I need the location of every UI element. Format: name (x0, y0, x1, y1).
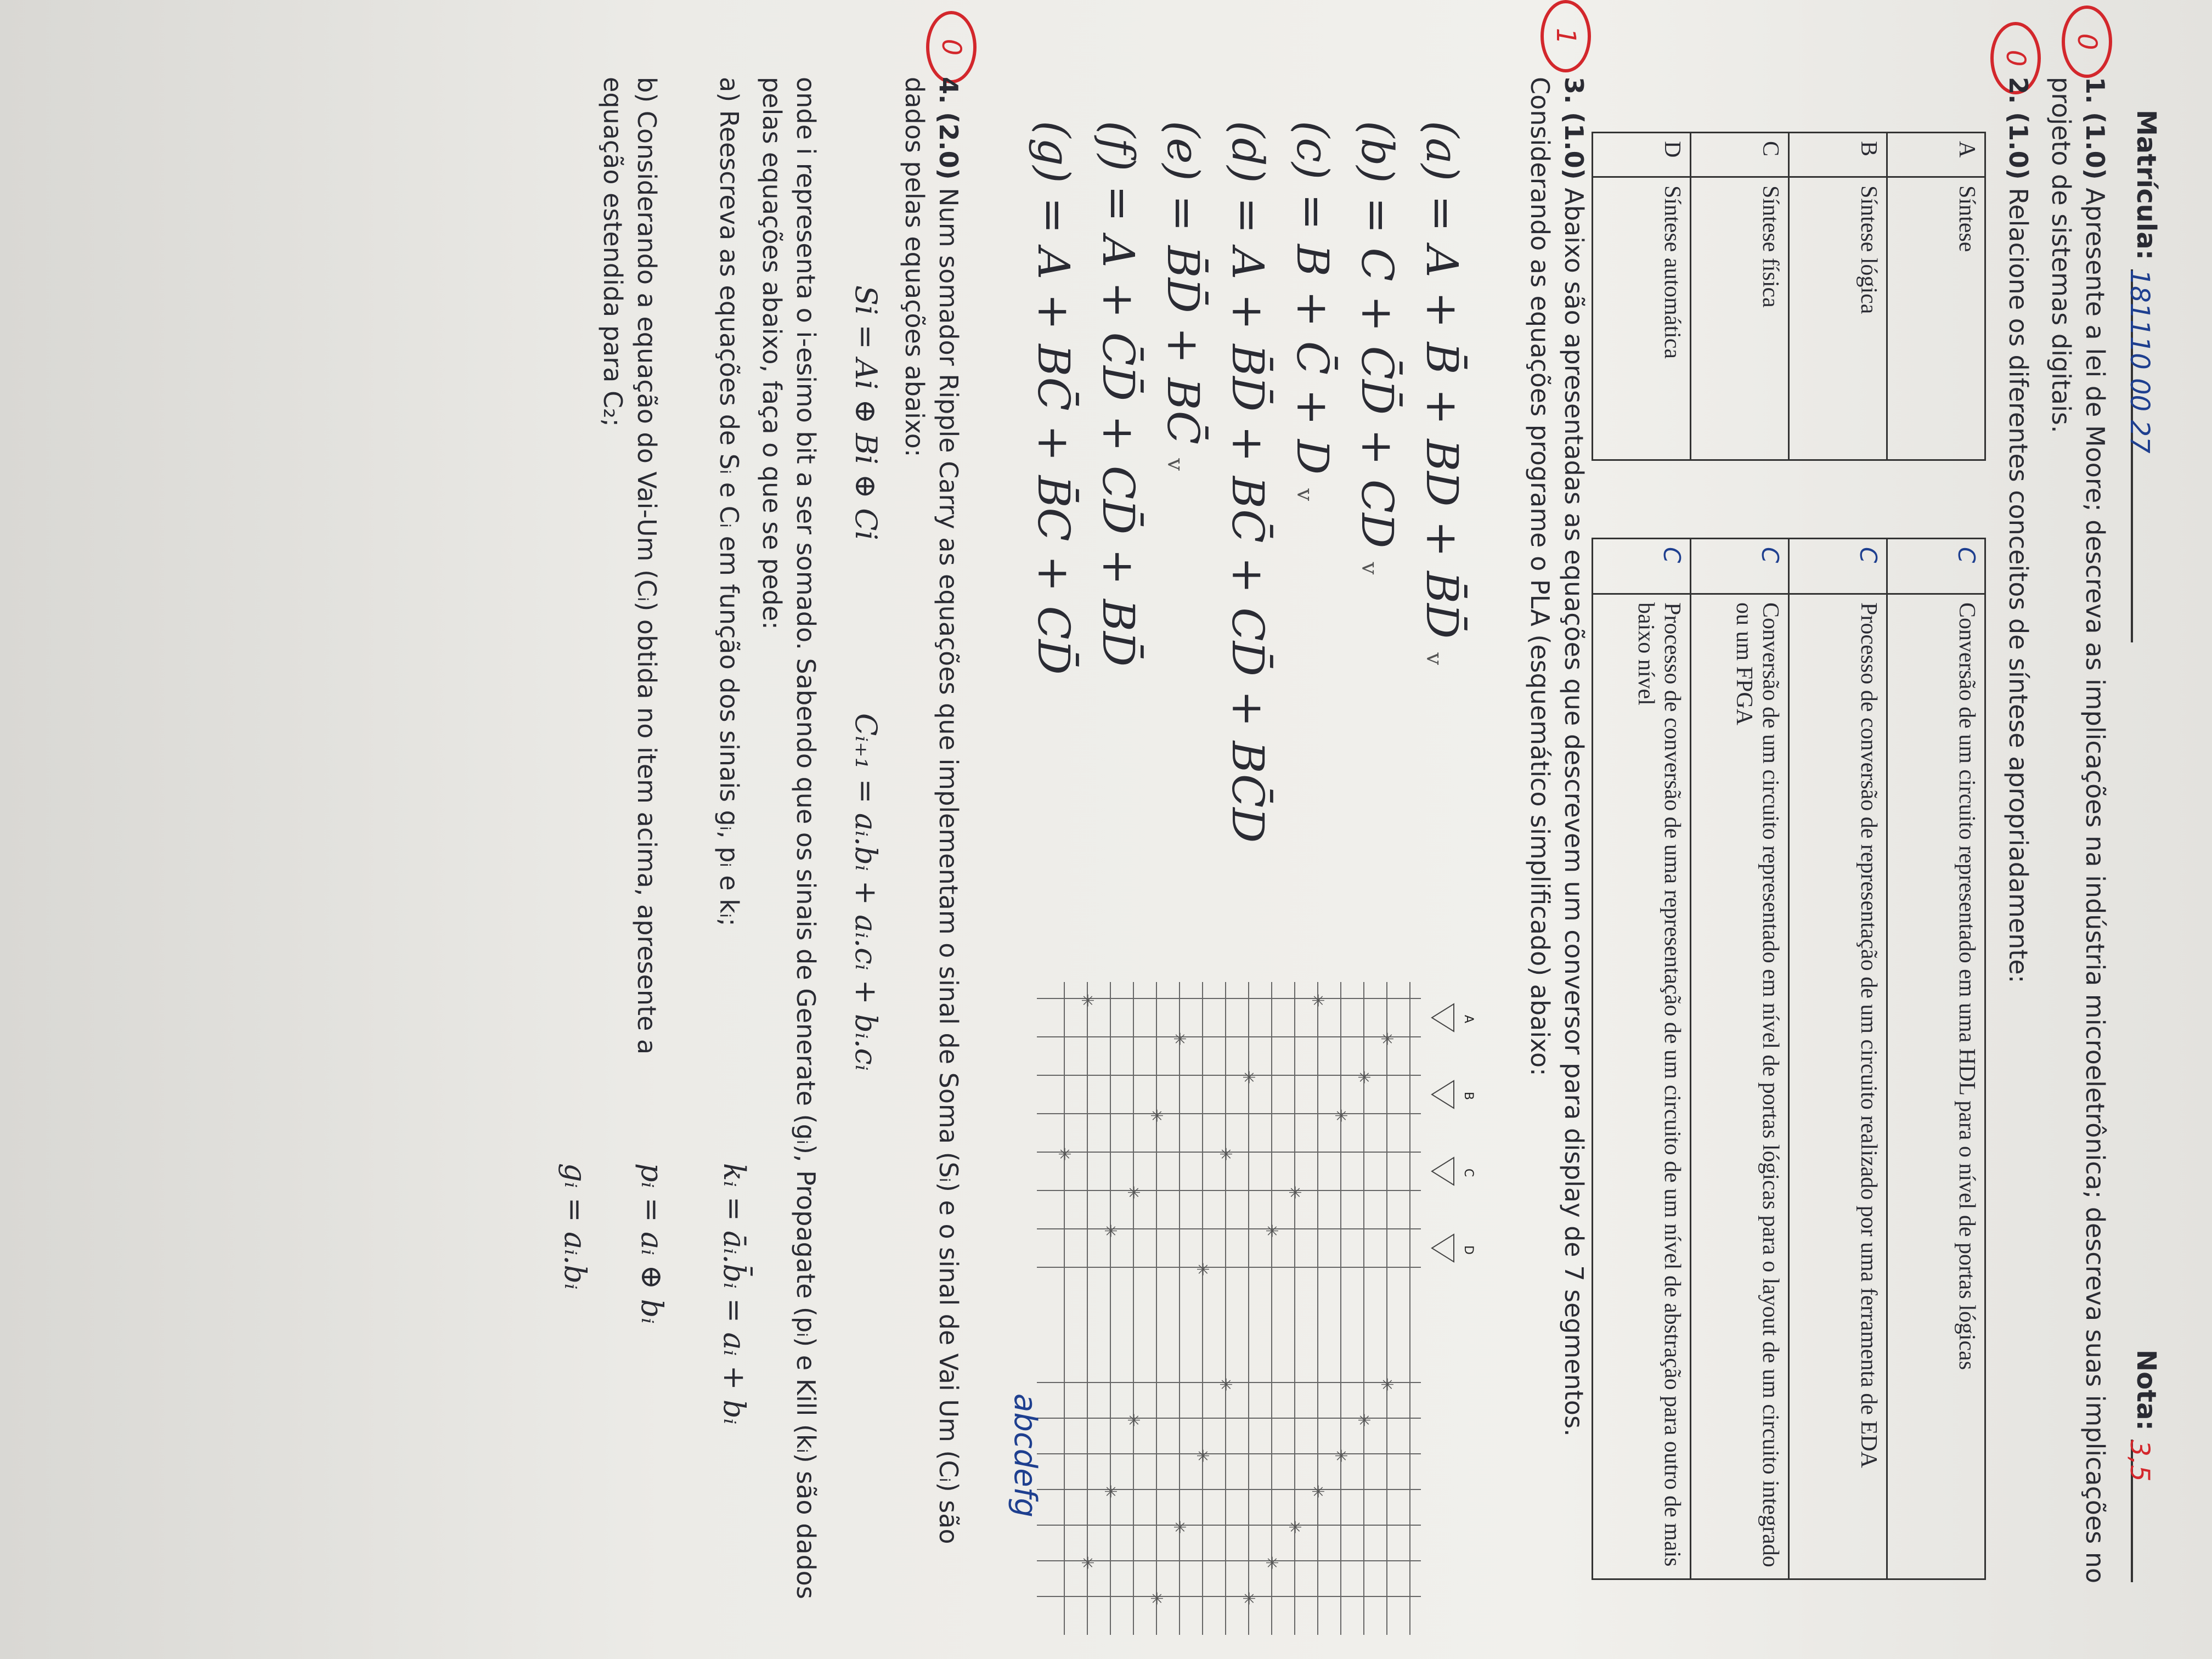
pla-connection-mark: ✳ (1239, 1592, 1258, 1606)
pla-connection-mark: ✳ (1239, 1070, 1258, 1085)
q4-number: 4. (934, 77, 963, 104)
table-row (1593, 539, 1691, 1579)
answer-cell: C (1887, 539, 1985, 594)
q4-text2: onde i representa o i-esimo bit a ser somado. Sabendo que os sinais de Generate (gᵢ), Propagate (pᵢ) e Kill (kᵢ) são dados pelas equações abaixo, faça o que se pede: (757, 77, 821, 1599)
nota-value: 3,5 (2124, 1440, 2155, 1482)
q4-points: (2.0) (934, 112, 963, 180)
q4-generate-equation: gᵢ = aᵢ.bᵢ (558, 1163, 592, 1290)
equation-d: (d) = A + B̄D̄ + BC̄ + CD̄ + BC̄D (1222, 121, 1273, 843)
pla-connection-mark: ✳ (1262, 1224, 1281, 1238)
pla-connection-mark: ✳ (1101, 1485, 1120, 1499)
letter-cell: B (1789, 133, 1887, 177)
equation-c: (c) = B + C̄ + D v (1287, 121, 1338, 501)
answer-cell: C (1691, 539, 1789, 594)
q2-text: Relacione os diferentes conceitos de síntese apropriadamente: (2004, 188, 2033, 984)
pla-connection-mark: ✳ (1331, 1449, 1350, 1463)
term-cell: Síntese automática (1593, 177, 1691, 460)
pla-input-label-c: C (1462, 1169, 1475, 1177)
pla-connection-mark: ✳ (1354, 1070, 1373, 1085)
answer-cell: C (1789, 539, 1887, 594)
desc-cell: Conversão de um circuito representado em uma HDL para o nível de portas lógicas (1887, 594, 1985, 1579)
pla-connection-mark: ✳ (1262, 1556, 1281, 1570)
equation-e: (e) = B̄D̄ + BC̄ v (1158, 121, 1209, 471)
q3-equations (1017, 121, 1470, 843)
answer-cell: C (1593, 539, 1691, 594)
q4-item-b: b) Considerando a equação do Vai-Um (Cᵢ) obtida no item acima, apresente a equação estendida para C₂; (598, 77, 662, 1055)
pla-connection-mark: ✳ (1170, 1520, 1189, 1534)
nota-field (2124, 1350, 2162, 1582)
letter-cell: C (1691, 133, 1789, 177)
q2-points: (1.0) (2004, 112, 2033, 180)
table-row (1691, 539, 1789, 1579)
pla-connection-mark: ✳ (1077, 994, 1097, 1008)
matricula-field (2124, 110, 2162, 642)
pla-output-handwriting: abcdefg (1007, 1393, 1043, 1517)
pla-input-label-d: D (1462, 1245, 1475, 1255)
q2-number: 2. (2004, 77, 2033, 104)
q4-grade-mark: 0 (926, 11, 977, 83)
pla-connection-mark: ✳ (1377, 1032, 1396, 1046)
q4-kill-equation: kᵢ = āᵢ.b̄ᵢ = aᵢ + bᵢ (717, 1163, 752, 1425)
q2-grade-mark: 0 (1990, 22, 2041, 94)
pla-connection-mark: ✳ (1147, 1592, 1166, 1606)
pla-input-label-b: B (1462, 1092, 1475, 1101)
q3-grade-mark: 1 (1541, 0, 1591, 72)
pla-connection-mark: ✳ (1077, 1556, 1097, 1570)
q1-grade-mark: 0 (2062, 5, 2112, 78)
pla-connection-mark: ✳ (1285, 1520, 1304, 1534)
q4-propagate-equation: pᵢ = aᵢ ⊕ bᵢ (635, 1163, 669, 1324)
pla-buffer-icon (1432, 1158, 1454, 1185)
pla-connection-mark: ✳ (1147, 1109, 1166, 1123)
letter-cell: D (1593, 133, 1691, 177)
letter-cell: A (1887, 133, 1985, 177)
question-2 (2001, 77, 2035, 1613)
table-row (1887, 539, 1985, 1579)
q4-sum-equation: Si = Ai ⊕ Bi ⊕ Ci (849, 285, 883, 540)
pla-connection-mark: ✳ (1216, 1378, 1235, 1392)
equation-a: (a) = A + B̄ + BD + B̄D̄ v (1417, 121, 1468, 665)
pla-connection-mark: ✳ (1308, 994, 1327, 1008)
q1-number: 1. (2080, 77, 2110, 104)
table-row (1593, 133, 1691, 460)
pla-input-label-a: A (1462, 1015, 1475, 1024)
pla-buffer-icon (1432, 1234, 1454, 1262)
matricula-label: Matrícula: (2131, 110, 2162, 260)
question-3 (1523, 77, 1591, 1613)
pla-connection-mark: ✳ (1124, 1186, 1143, 1200)
question-1 (2044, 77, 2112, 1613)
q3-number: 3. (1559, 77, 1589, 104)
equation-g: (g) = A + BC̄ + B̄C + CD̄ (1028, 121, 1079, 675)
pla-connection-mark: ✳ (1124, 1413, 1143, 1427)
table-row (1887, 133, 1985, 460)
nota-label: Nota: (2131, 1350, 2162, 1431)
pla-connection-mark: ✳ (1216, 1147, 1235, 1161)
term-cell: Síntese física (1691, 177, 1789, 460)
pla-connection-mark: ✳ (1101, 1224, 1120, 1238)
desc-cell: Processo de conversão de uma representação de um circuito de um nível de abstração para outro de mais baixo nível (1593, 594, 1691, 1579)
question-4 (898, 77, 966, 1613)
term-cell: Síntese (1887, 177, 1985, 460)
pla-connection-mark: ✳ (1377, 1378, 1396, 1392)
pla-buffer-icon (1432, 1004, 1454, 1031)
q2-right-table (1592, 538, 1986, 1580)
matricula-value: 181110 00 27 (2124, 269, 2155, 454)
pla-schematic (1004, 966, 1487, 1651)
desc-cell: Processo de conversão de representação de um circuito realizado por uma ferramenta de EDA (1789, 594, 1887, 1579)
table-row (1691, 133, 1789, 460)
pla-connection-mark: ✳ (1308, 1485, 1327, 1499)
equation-b: (b) = C + C̄D̄ + CD v (1352, 121, 1403, 575)
exam-page (11, 27, 2172, 1635)
q2-left-table (1592, 132, 1986, 461)
table-row (1789, 539, 1887, 1579)
q1-points: (1.0) (2080, 112, 2110, 180)
pla-connection-mark: ✳ (1193, 1262, 1212, 1277)
desc-cell: Conversão de um circuito representado em nível de portas lógicas para o layout de um circuito integrado ou um FPGA (1691, 594, 1789, 1579)
q1-text: Apresente a lei de Moore; descreva as implicações na indústria microeletrônica; descreva suas implicações no projeto de sistemas digitais. (2046, 77, 2110, 1584)
pla-connection-mark: ✳ (1054, 1147, 1074, 1161)
table-row (1789, 133, 1887, 460)
q3-text: Abaixo são apresentadas as equações que descrevem um conversor para display de 7 segmentos. Considerando as equações programe o PLA (esquemático simplificado) abaixo: (1525, 77, 1589, 1437)
pla-connection-mark: ✳ (1331, 1109, 1350, 1123)
term-cell: Síntese lógica (1789, 177, 1887, 460)
pla-buffer-icon (1432, 1081, 1454, 1108)
q4-item-a: a) Reescreva as equações de Sᵢ e Cᵢ em função dos sinais gᵢ, pᵢ e kᵢ; (714, 77, 744, 927)
pla-connection-mark: ✳ (1285, 1186, 1304, 1200)
pla-connection-mark: ✳ (1170, 1032, 1189, 1046)
q4-text: Num somador Ripple Carry as equações que implementam o sinal de Soma (Sᵢ) e o sinal de Vai Um (Cᵢ) são dados pelas equações abaixo: (900, 77, 963, 1544)
q3-points: (1.0) (1559, 112, 1589, 180)
q4-carry-equation: Cᵢ₊₁ = aᵢ.bᵢ + aᵢ.cᵢ + bᵢ.cᵢ (849, 713, 883, 1071)
pla-connection-mark: ✳ (1193, 1449, 1212, 1463)
equation-f: (f) = A + C̄D̄ + CD̄ + BD̄ (1093, 121, 1144, 667)
pla-connection-mark: ✳ (1354, 1413, 1373, 1427)
